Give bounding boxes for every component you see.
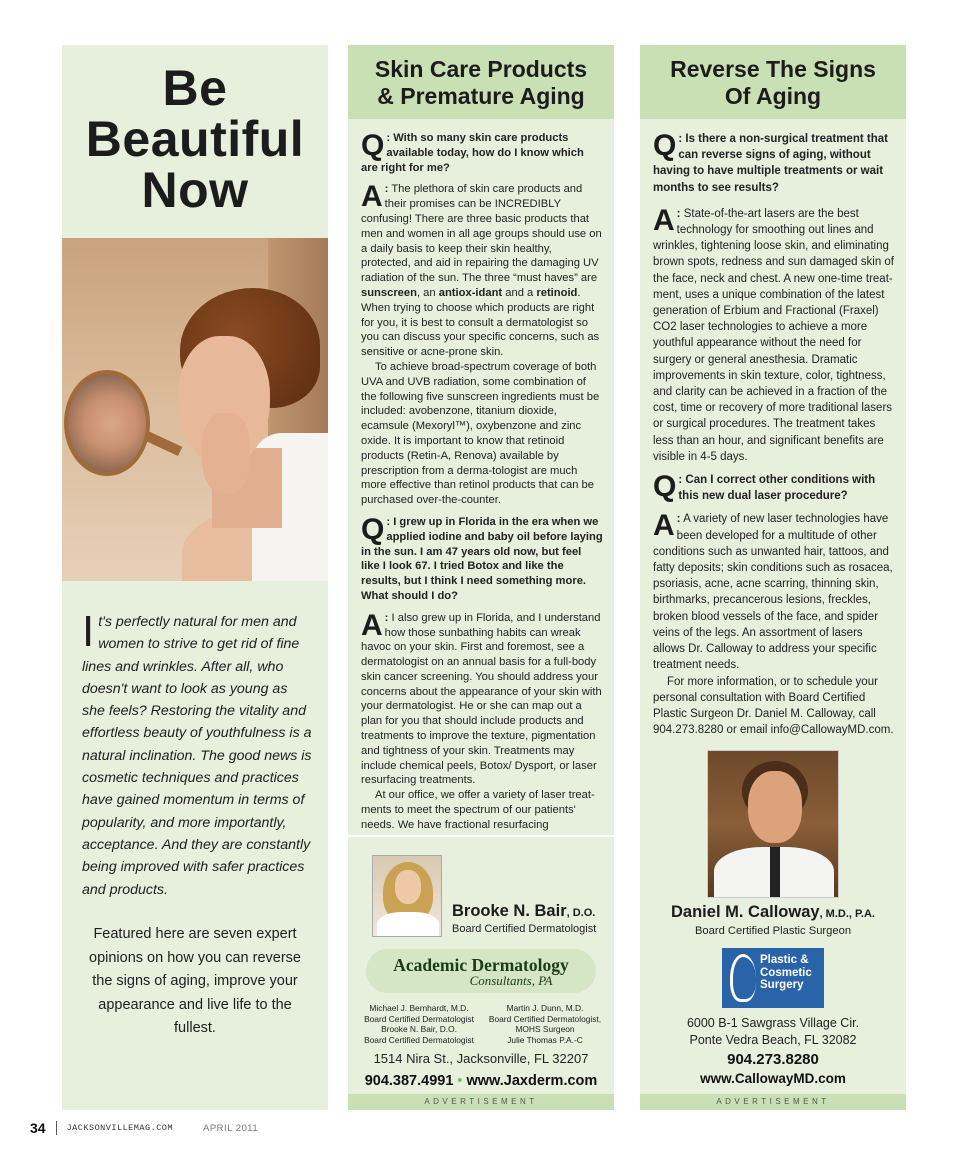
question: Q : Can I correct other conditions with this new dual laser procedure?	[653, 470, 876, 504]
doctor-name: Brooke N. Bair, D.O.	[452, 902, 596, 920]
article-body	[361, 131, 603, 928]
answer: A : A variety of new laser technologies have been developed for a multitude of other conditions such as unwanted hair, tattoos, and fatty deposits; skin conditions such as rosacea, psoriasis, acne, acne scarring, thinning skin, birthmarks, precancerous lesions, freckles, broken blood vessels of the face, and spider veins of the legs. An assortment of lasers allows Dr. Calloway to address your specific treatment needs. For more information, or to schedule your personal consultation with Board Certified Plastic Surgeon Dr. Daniel M. Calloway, call 904.273.8280 or email info@CallowayMD.com.	[653, 511, 895, 738]
intro-column	[62, 45, 328, 1110]
hero-title	[62, 60, 328, 218]
answer-paragraph: For more information, or to schedule your personal consultation with Board Certified Plastic Surgeon Dr. Daniel M. Calloway, call 904.273.8280 or email info@CallowayMD.com.	[653, 675, 894, 737]
hero-title-line: Now	[141, 162, 249, 218]
heading-line: Skin Care Products	[374, 56, 588, 82]
academic-dermatology-logo: Academic Dermatology Consultants, PA	[366, 949, 596, 993]
column-heading	[640, 45, 906, 119]
laser-column	[640, 45, 906, 1110]
q-letter: Q	[653, 129, 677, 162]
question-text: Is there a non-surgical treatment that can reverse signs of aging, without having to have multiple treatments or wait months to see results?	[653, 133, 888, 194]
bair-portrait	[372, 855, 442, 937]
advertisement-label: ADVERTISEMENT	[348, 1094, 614, 1110]
heading-line: Of Aging	[724, 83, 822, 109]
footer-divider	[56, 1121, 57, 1135]
ad-website-link[interactable]: www.CallowayMD.com	[700, 1071, 846, 1086]
dermatology-ad: Brooke N. Bair, D.O. Board Certified Dermatologist Academic Dermatology Consultants, PA Michael J. Bernhardt, M.D. Board Certified Dermatologist Brooke N. Bair, D.O. Board Certified Dermatologist Martin J. Dunn, M.D. Board Certified Dermatologist, MOHS Surgeon Julie Thomas P.A.-C 1514 Nira St., Jacksonville, FL 32207 904.387.4991 • www.Jaxderm.com ADVERTISEMENT	[348, 835, 614, 1110]
featured-text: Featured here are seven expert opinions on how you can reverse the signs of aging, improve your appearance and live life to the fullest.	[89, 926, 301, 1036]
q-letter: Q	[653, 470, 677, 504]
question: Q : With so many skin care products available today, how do I know which are right for me?	[361, 129, 584, 174]
question-text: With so many skin care products available today, how do I know which are right for me?	[361, 132, 584, 174]
woman-mirror-photo	[62, 238, 328, 581]
calloway-portrait	[707, 750, 839, 898]
answer-paragraph: To achieve broad-spectrum coverage of both UVA and UVB radiation, some combination of the following five sunscreen ingredients must be included: avobenzone, titanium dioxide, ecamsule (Mexoryl™), oxybenzone and zinc oxide. It is important to know that retinoid products (Retin-A, Renova) available by prescription from a derma-tologist are much more effective than retinol products that can be purchased over-the-counter.	[361, 360, 600, 507]
heading-line: Reverse The Signs	[670, 56, 876, 82]
q-letter: Q	[361, 512, 385, 546]
footer-date: APRIL 2011	[203, 1122, 259, 1134]
advertisement-label: ADVERTISEMENT	[640, 1094, 906, 1110]
question: Q : I grew up in Florida in the era when we applied iodine and baby oil before laying in the sun. I am 47 years old now, but feel like I look 67. I tried Botox and like the results, but I think I need something more. What should I do?	[361, 512, 603, 602]
question: Q : Is there a non-surgical treatment that can reverse signs of aging, without having to have multiple treatments or wait months to see results?	[653, 129, 888, 194]
intro-text	[82, 607, 314, 901]
question-text: Can I correct other conditions with this new dual laser procedure?	[678, 474, 876, 503]
footer-site: JACKSONVILLEMAG.COM	[66, 1123, 173, 1133]
heading-line: & Premature Aging	[377, 83, 585, 109]
ad-address: 6000 B-1 Sawgrass Village Cir. Ponte Vedra Beach, FL 32082	[686, 1016, 860, 1047]
doctor-name: Daniel M. Calloway, M.D., P.A.	[671, 903, 875, 921]
q-letter: Q	[361, 129, 385, 162]
a-letter: A	[361, 180, 383, 214]
a-letter: A	[653, 203, 675, 237]
intro-body: t's perfectly natural for men and women to strive to get rid of fine lines and wrinkles. After all, who doesn't want to look as young as she feels? Restoring the vitality and effortless beauty of youthfulness is a natural inclination. The good news is cosmetic techniques and practices have gained momentum in terms of popularity, and more importantly, acceptance. And they are constantly being improved with safer practices and products.	[82, 614, 312, 898]
answer: A : The plethora of skin care products and their promises can be INCREDIBLY confusing! There are three basic products that men and women in all age groups should use on a daily basis to keep their skin healthy, protected, and aid in repairing the damaging UV radiation of the sun. The three “must haves” are sunscreen, an antiox-idant and a retinoid. When trying to choose which products are right for you, it is best to consult a dermatologist so you can discuss your specific concerns, such as sensitive or acne-prone skin. To achieve broad-spectrum coverage of both UVA and UVB radiation, some combination of the following five sunscreen ingredients must be included: avobenzone, titanium dioxide, ecamsule (Mexoryl™), oxybenzone and zinc oxide. It is important to know that retinoid products (Retin-A, Renova) available by prescription from a derma-tologist are much more effective than retinol products that can be purchased over-the-counter.	[361, 180, 602, 507]
answer-paragraph: At our office, we offer a variety of laser treat-ments to meet the spectrum of our patients' needs. We have fractional resurfacing	[361, 789, 595, 831]
page-number: 34	[30, 1120, 46, 1136]
a-letter: A	[653, 509, 675, 543]
hero-title-line: Beautiful	[85, 111, 305, 167]
question-text: I grew up in Florida in the era when we applied iodine and baby oil before laying in the sun. I am 47 years old now, but feel like I look 67. I tried Botox and like the results, but I think I need something more. What should I do?	[361, 515, 603, 602]
article-body	[653, 131, 895, 745]
ad-address: 1514 Nira St., Jacksonville, FL 32207	[373, 1051, 589, 1066]
a-letter: A	[361, 608, 383, 642]
answer: A : State-of-the-art lasers are the best technology for smoothing out lines and wrinkles, tightening loose skin, and eliminating brown spots, redness and sun damaged skin of the face, neck and chest. A new one-time treat-ment, uses a unique combination of the latest generation of Erbium and Fractional (Fraxel) CO2 laser technologies to achieve a more youthful appearance without the need for surgery or general anesthesia. Dramatic improvements in skin texture, color, tightness, and clarity can be achieved in a fraction of the cost, time or recovery of more traditional lasers or surgical procedures. The treatment takes less than an hour, and significant benefits are visible in 4-5 days.	[653, 203, 895, 463]
ad-contact: 904.387.4991 • www.Jaxderm.com	[364, 1073, 598, 1089]
dermatology-column	[348, 45, 614, 1110]
column-heading	[348, 45, 614, 119]
doctor-title: Board Certified Plastic Surgeon	[694, 925, 852, 937]
doctor-title: Board Certified Dermatologist	[452, 923, 597, 935]
page-footer	[30, 1120, 258, 1136]
ad-website-link[interactable]: www.Jaxderm.com	[466, 1073, 598, 1089]
plastic-cosmetic-surgery-logo: Plastic & Cosmetic Surgery	[722, 948, 824, 1008]
hero-title-line: Be	[162, 60, 228, 116]
answer: A : I also grew up in Florida, and I understand how those sunbathing habits can wreak havoc on your skin. First and foremost, see a dermatologist on an annual basis for a full-body skin cancer screening. You should address your concerns about the appearance of your skin with your dermatologist. He or she can map out a plan for you that should include products and treatments to improve the texture, pigmentation and tightness of your skin. Treatments may include chemical peels, Botox/ Dysport, or laser resurfacing treatments. At our office, we offer a variety of laser treat-ments to meet the spectrum of our patients' needs. We have fractional resurfacing	[361, 611, 603, 922]
intro-dropcap: I	[82, 607, 95, 656]
ad-phone: 904.387.4991	[364, 1073, 454, 1089]
silhouette-icon	[730, 954, 756, 1002]
ad-phone: 904.273.8280	[727, 1051, 819, 1068]
